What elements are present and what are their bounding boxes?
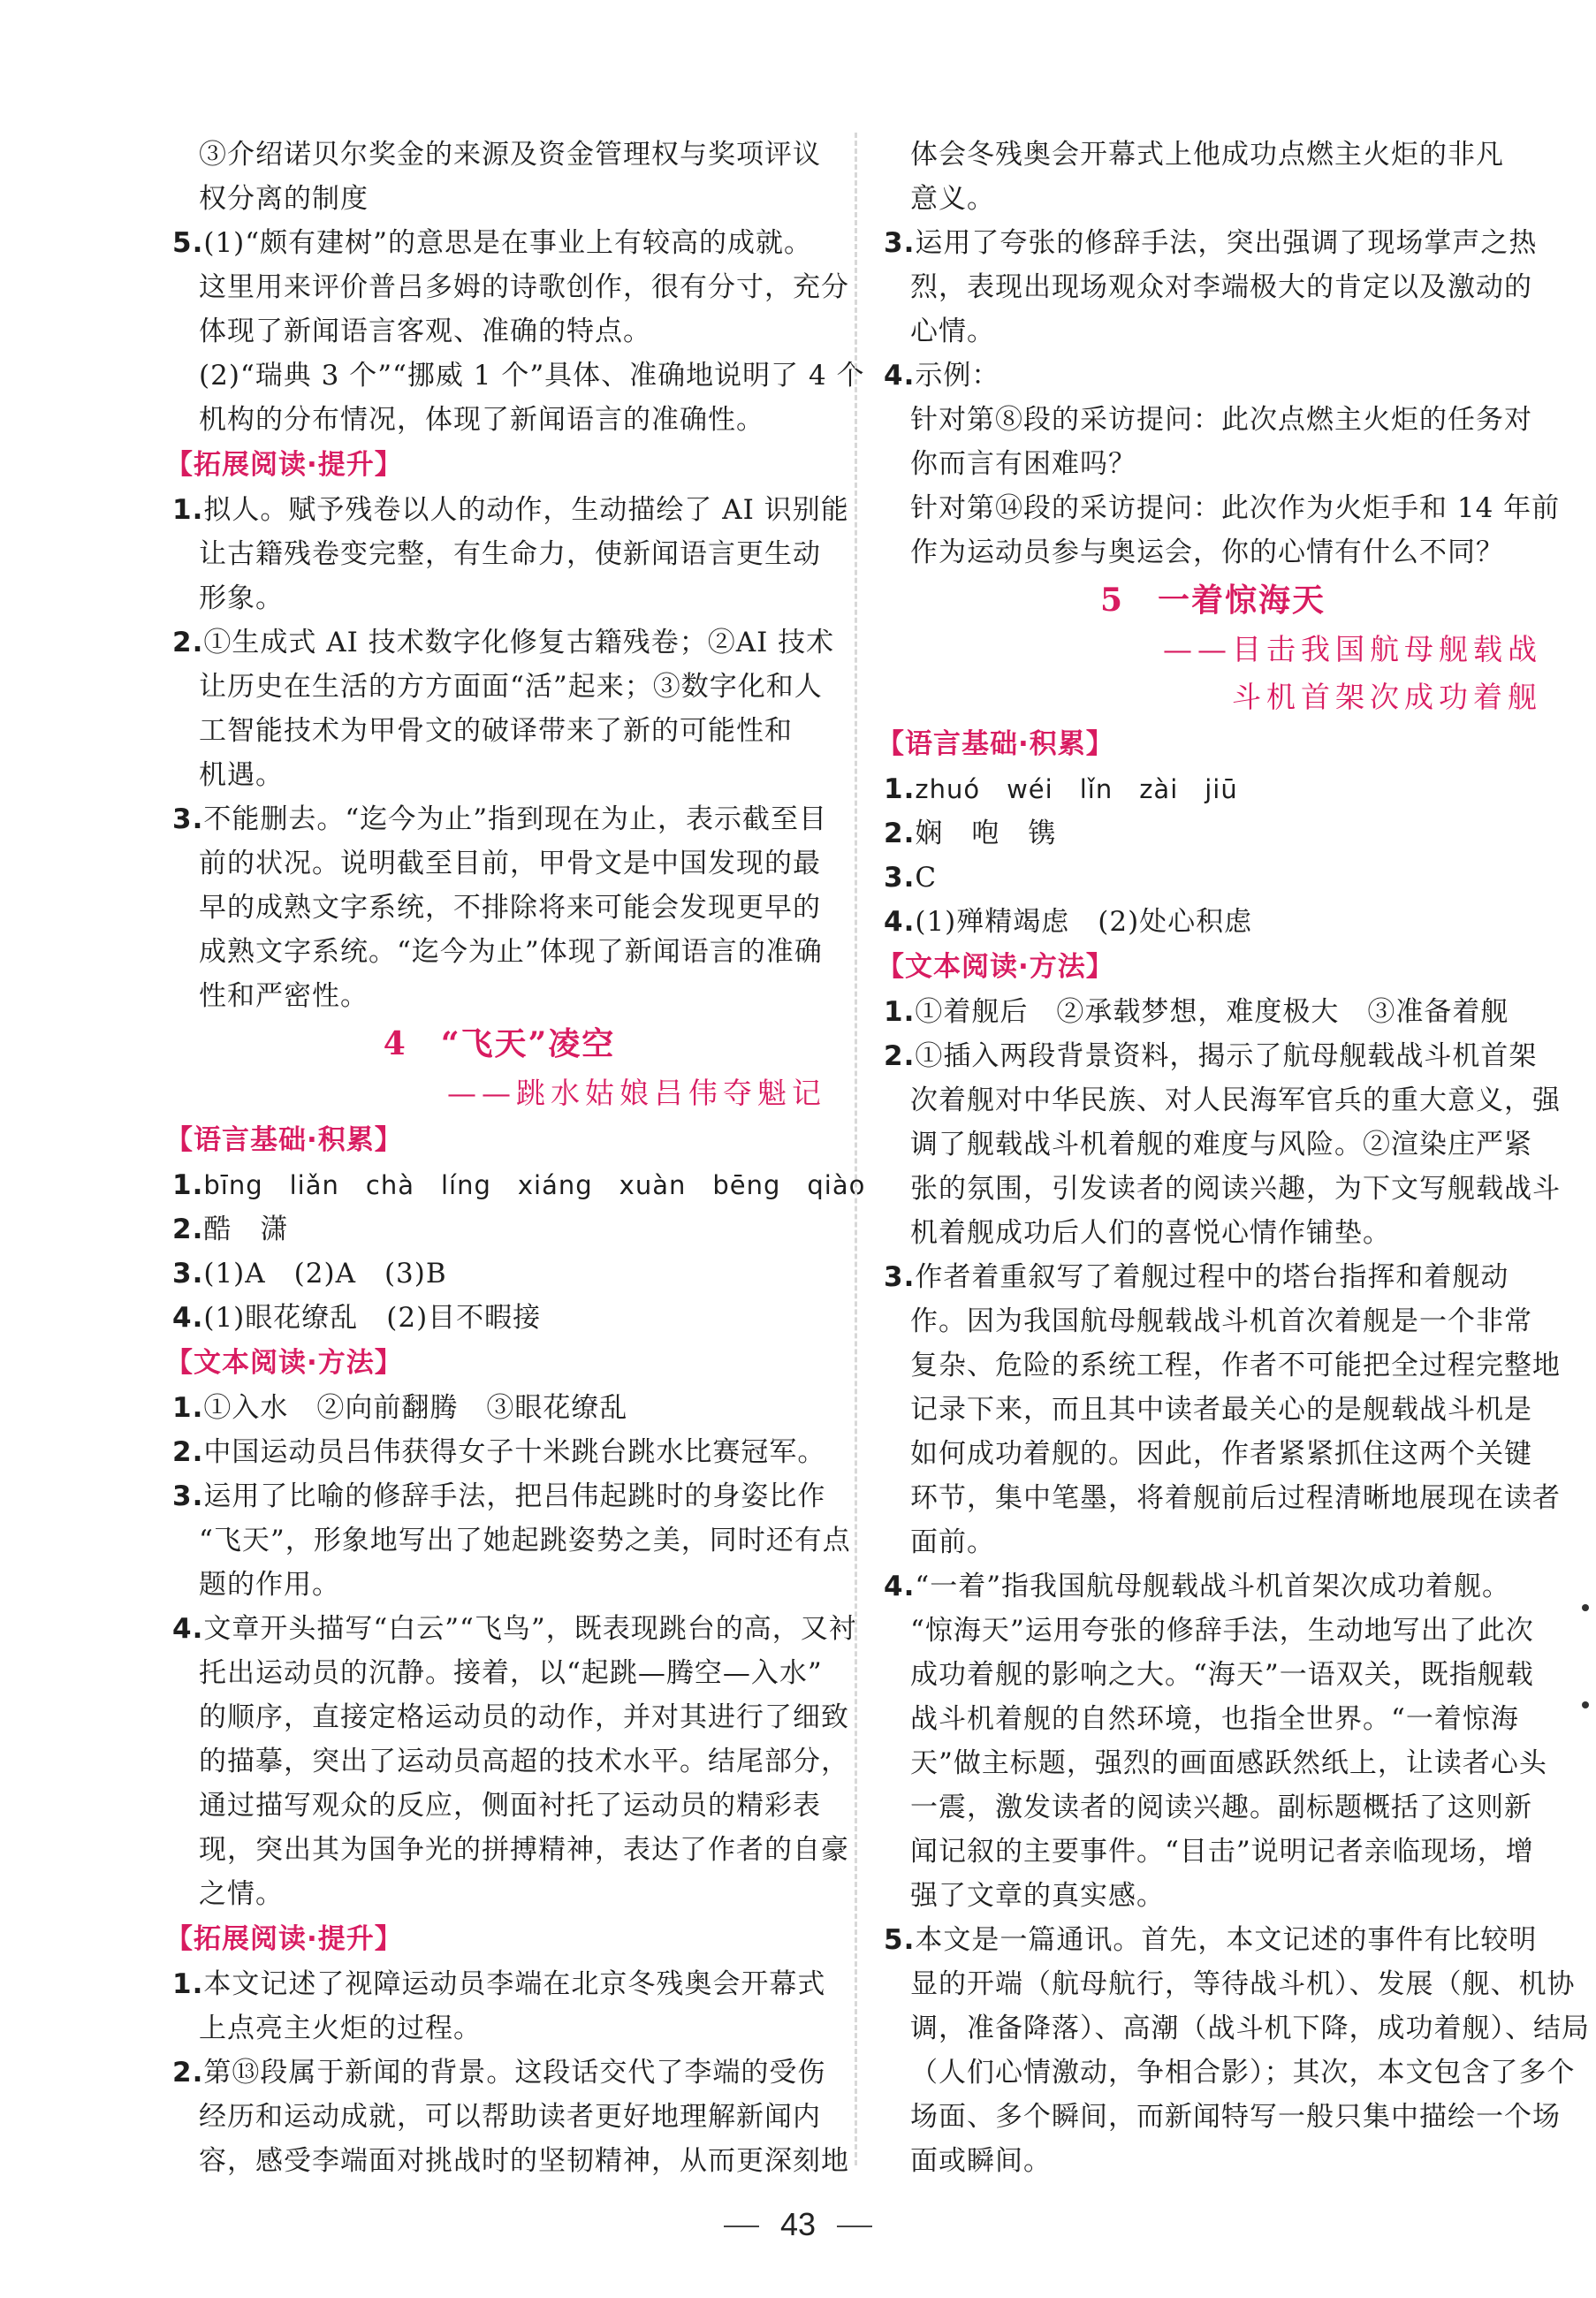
answer-line: 通过描写观众的反应，侧面衬托了运动员的精彩表 (199, 1790, 821, 1822)
item-number: 4. (172, 1302, 204, 1334)
answer-line: 成熟文字系统。“迄今为止”体现了新闻语言的准确 (199, 936, 823, 968)
answer-line: 场面、多个瞬间，而新闻特写一般只集中描绘一个场 (910, 2101, 1561, 2133)
item-number: 5. (884, 1924, 916, 1956)
item-number: 1. (884, 996, 916, 1028)
item-text: 本文记述了视障运动员李端在北京冬残奥会开幕式 (203, 1968, 826, 2000)
answer-item (172, 1962, 826, 2006)
item-text: ①生成式 AI 技术数字化修复古籍残卷；②AI 技术 (203, 627, 835, 658)
answer-line: 早的成熟文字系统，不排除将来可能会发现更早的 (199, 892, 821, 924)
pinyin-text: zhuó wéi lǐn zài jiū (915, 774, 1238, 804)
answer-line: （人们心情激动，争相合影）；其次，本文包含了多个 (910, 2057, 1576, 2089)
answer-line: 针对第⑭段的采访提问：此次作为火炬手和 14 年前 (910, 492, 1561, 524)
lesson-subtitle: 斗机首架次成功着舰 (1232, 680, 1542, 714)
answer-line: 让历史在生活的方方面面“活”起来；③数字化和人 (199, 671, 823, 703)
item-text: 运用了夸张的修辞手法，突出强调了现场掌声之热 (915, 227, 1538, 259)
answer-line: 之情。 (199, 1878, 284, 1910)
answer-item (884, 1034, 1542, 1078)
item-text: 运用了比喻的修辞手法，把吕伟起跳时的身姿比作 (203, 1480, 826, 1512)
section-heading: 【拓展阅读·提升】 (165, 1923, 403, 1955)
item-text: 示例： (915, 360, 1000, 392)
item-text: ①插入两段背景资料，揭示了航母舰载战斗机首架 (915, 1040, 1538, 1072)
page-footer (0, 2203, 1596, 2247)
footer-dash (837, 2226, 872, 2227)
right-column (877, 133, 1590, 2183)
answer-line: “飞天”，形象地写出了她起跳姿势之美，同时还有点 (199, 1525, 851, 1556)
answer-line: 机构的分布情况，体现了新闻语言的准确性。 (199, 404, 764, 436)
item-number: 4. (172, 1613, 204, 1645)
answer-item (172, 221, 826, 265)
item-number: 1. (884, 773, 916, 805)
answer-item (172, 2051, 826, 2095)
answer-line: 容，感受李端面对挑战时的坚韧精神，从而更深刻地 (199, 2145, 849, 2177)
item-text: 作者着重叙写了着舰过程中的塔台指挥和着舰动 (915, 1261, 1509, 1293)
answer-line: 烈，表现出现场观众对李端极大的肯定以及激动的 (910, 271, 1532, 303)
answer-item (884, 900, 1542, 944)
item-text: “一着”指我国航母舰载战斗机首架次成功着舰。 (915, 1571, 1511, 1602)
lesson-subtitle: ——跳水姑娘吕伟夺魁记 (447, 1076, 826, 1110)
answer-item (172, 1386, 826, 1430)
answer-line: 这里用来评价普吕多姆的诗歌创作，很有分寸，充分 (199, 271, 849, 303)
section-heading: 【文本阅读·方法】 (877, 951, 1114, 983)
answer-line: 性和严密性。 (199, 980, 369, 1012)
item-number: 2. (884, 818, 916, 849)
answer-line: 闻记叙的主要事件。“目击”说明记者亲临现场，增 (910, 1836, 1534, 1868)
answer-line: 权分离的制度 (199, 183, 369, 215)
answer-line: (2)“瑞典 3 个”“挪威 1 个”具体、准确地说明了 4 个 (199, 360, 865, 392)
answer-line: 上点亮主火炬的过程。 (199, 2013, 482, 2044)
answer-line: 次着舰对中华民族、对人民海军官兵的重大意义，强 (910, 1084, 1561, 1116)
answer-item (172, 1430, 826, 1474)
item-text: 第⑬段属于新闻的背景。这段话交代了李端的受伤 (203, 2057, 826, 2089)
answer-line: 托出运动员的沉静。接着，以“起跳—腾空—入水” (199, 1657, 823, 1689)
answer-line: 心情。 (910, 316, 995, 347)
answer-line: 显的开端（航母航行，等待战斗机）、发展（舰、机协 (910, 1968, 1576, 2000)
item-text: 不能删去。“迄今为止”指到现在为止，表示截至目 (203, 803, 828, 835)
item-text: (1)眼花缭乱 (2)目不暇接 (203, 1302, 542, 1334)
answer-line: 意义。 (910, 183, 995, 215)
item-number: 2. (884, 1040, 916, 1072)
answer-item (884, 990, 1542, 1034)
item-number: 1. (172, 1392, 204, 1424)
answer-line: 张的氛围，引发读者的阅读兴趣，为下文写舰载战斗 (910, 1173, 1561, 1205)
answer-line: 题的作用。 (199, 1569, 340, 1601)
answer-line: 调了舰载战斗机着舰的难度与风险。②渲染庄严紧 (910, 1129, 1532, 1160)
answer-item (172, 1252, 826, 1296)
answer-item (884, 221, 1542, 265)
answer-line: 如何成功着舰的。因此，作者紧紧抓住这两个关键 (910, 1438, 1532, 1470)
answer-item (884, 1255, 1542, 1299)
answer-item (172, 488, 849, 532)
answer-item (884, 1564, 1542, 1609)
answer-item (172, 1296, 826, 1340)
answer-line: 针对第⑧段的采访提问：此次点燃主火炬的任务对 (910, 404, 1532, 436)
item-text: 文章开头描写“白云”“飞鸟”，既表现跳台的高，又衬 (203, 1613, 857, 1645)
section-heading: 【语言基础·积累】 (165, 1124, 403, 1156)
item-text: 本文是一篇通讯。首先，本文记述的事件有比较明 (915, 1924, 1538, 1956)
item-number: 4. (884, 360, 916, 392)
section-heading: 【文本阅读·方法】 (165, 1347, 403, 1379)
answer-line: 天”做主标题，强烈的画面感跃然纸上，让读者心头 (910, 1747, 1547, 1779)
item-number: 2. (172, 1436, 204, 1468)
answer-line: ③介绍诺贝尔奖金的来源及资金管理权与奖项评议 (199, 139, 821, 171)
answer-line: 前的状况。说明截至目前，甲骨文是中国发现的最 (199, 848, 821, 879)
answer-line: 强了文章的真实感。 (910, 1880, 1165, 1912)
item-number: 2. (172, 627, 204, 658)
item-number: 3. (884, 1261, 916, 1293)
answer-item (884, 856, 1542, 900)
pinyin-text: bīng liǎn chà líng xiáng xuàn bēng qiào (203, 1170, 866, 1200)
answer-line: 体会冬残奥会开幕式上他成功点燃主火炬的非凡 (910, 139, 1504, 171)
item-text: 酷 潇 (203, 1214, 289, 1245)
answer-line: 一震，激发读者的阅读兴趣。副标题概括了这则新 (910, 1792, 1532, 1823)
answer-line: 记录下来，而且其中读者最关心的是舰载战斗机是 (910, 1394, 1532, 1426)
column-divider (855, 133, 857, 2165)
item-number: 3. (172, 803, 204, 835)
answer-line: 作为运动员参与奥运会，你的心情有什么不同？ (910, 536, 1504, 568)
item-text: 娴 咆 镌 (915, 818, 1057, 849)
answer-line: 机着舰成功后人们的喜悦心情作铺垫。 (910, 1217, 1391, 1249)
answer-item (172, 1607, 857, 1651)
answer-item (172, 797, 826, 841)
item-text: 拟人。赋予残卷以人的动作，生动描绘了 AI 识别能 (203, 494, 849, 526)
item-number: 1. (172, 494, 204, 526)
answer-line: 体现了新闻语言客观、准确的特点。 (199, 316, 651, 347)
item-text: (1)A (2)A (3)B (203, 1258, 447, 1290)
answer-item (884, 1918, 1542, 1962)
answer-line: “惊海天”运用夸张的修辞手法，生动地写出了此次 (910, 1615, 1534, 1647)
item-text: C (915, 862, 938, 894)
answer-line: 环节，集中笔墨，将着舰前后过程清晰地展现在读者 (910, 1482, 1561, 1514)
item-number: 3. (172, 1480, 204, 1512)
section-heading: 【拓展阅读·提升】 (165, 449, 403, 481)
answer-line: 工智能技术为甲骨文的破译带来了新的可能性和 (199, 715, 793, 747)
answer-item (884, 811, 1542, 856)
answer-line: 机遇。 (199, 759, 284, 791)
answer-line: 面或瞬间。 (910, 2145, 1052, 2177)
item-number: 1. (172, 1169, 204, 1201)
answer-line: 形象。 (199, 582, 284, 614)
answer-line: 战斗机着舰的自然环境，也指全世界。“一着惊海 (910, 1703, 1519, 1735)
answer-line: 作。因为我国航母舰载战斗机首次着舰是一个非常 (910, 1305, 1532, 1337)
section-heading: 【语言基础·积累】 (877, 728, 1114, 760)
item-text: 中国运动员吕伟获得女子十米跳台跳水比赛冠军。 (203, 1436, 826, 1468)
item-number: 2. (172, 1214, 204, 1245)
answer-line: 成功着舰的影响之大。“海天”一语双关，既指舰载 (910, 1659, 1534, 1691)
item-text: (1)殚精竭虑 (2)处心积虑 (915, 906, 1253, 938)
margin-dot (1582, 1604, 1589, 1611)
margin-dot (1582, 1701, 1589, 1708)
answer-line: 复杂、危险的系统工程，作者不可能把全过程完整地 (910, 1350, 1561, 1381)
item-number: 3. (172, 1258, 204, 1290)
item-number: 1. (172, 1968, 204, 2000)
lesson-subtitle: ——目击我国航母舰载战 (1163, 632, 1542, 666)
answer-line: 让古籍残卷变完整，有生命力，使新闻语言更生动 (199, 538, 821, 570)
answer-line: 的描摹，突出了运动员高超的技术水平。结尾部分， (199, 1746, 849, 1777)
lesson-title: 5 一着惊海天 (1099, 582, 1326, 619)
answer-line: 你而言有困难吗？ (910, 448, 1136, 480)
lesson-title: 4 “飞天”凌空 (383, 1025, 616, 1062)
answer-line: 调，准备降落）、高潮（战斗机下降，成功着舰）、结局 (910, 2013, 1590, 2044)
item-number: 3. (884, 862, 916, 894)
item-text: ①着舰后 ②承载梦想，难度极大 ③准备着舰 (915, 996, 1509, 1028)
answer-item (172, 620, 835, 665)
item-number: 5. (172, 227, 204, 259)
item-text: (1)“颇有建树”的意思是在事业上有较高的成就。 (203, 227, 812, 259)
answer-line: 现，突出其为国争光的拼搏精神，表达了作者的自豪 (199, 1834, 849, 1866)
item-number: 2. (172, 2057, 204, 2089)
answer-line: 面前。 (910, 1526, 995, 1558)
answer-item (884, 767, 1542, 811)
page-number: 43 (779, 2206, 817, 2242)
item-number: 4. (884, 1571, 916, 1602)
footer-dash (724, 2226, 759, 2227)
answer-item (172, 1474, 826, 1518)
item-number: 4. (884, 906, 916, 938)
answer-line: 经历和运动成就，可以帮助读者更好地理解新闻内 (199, 2101, 821, 2133)
answer-item (884, 354, 1542, 398)
answer-line: 的顺序，直接定格运动员的动作，并对其进行了细致 (199, 1701, 849, 1733)
item-number: 3. (884, 227, 916, 259)
answer-item (172, 1207, 826, 1252)
item-text: ①入水 ②向前翻腾 ③眼花缭乱 (203, 1392, 628, 1424)
answer-item (172, 1163, 866, 1207)
left-column (165, 133, 866, 2183)
